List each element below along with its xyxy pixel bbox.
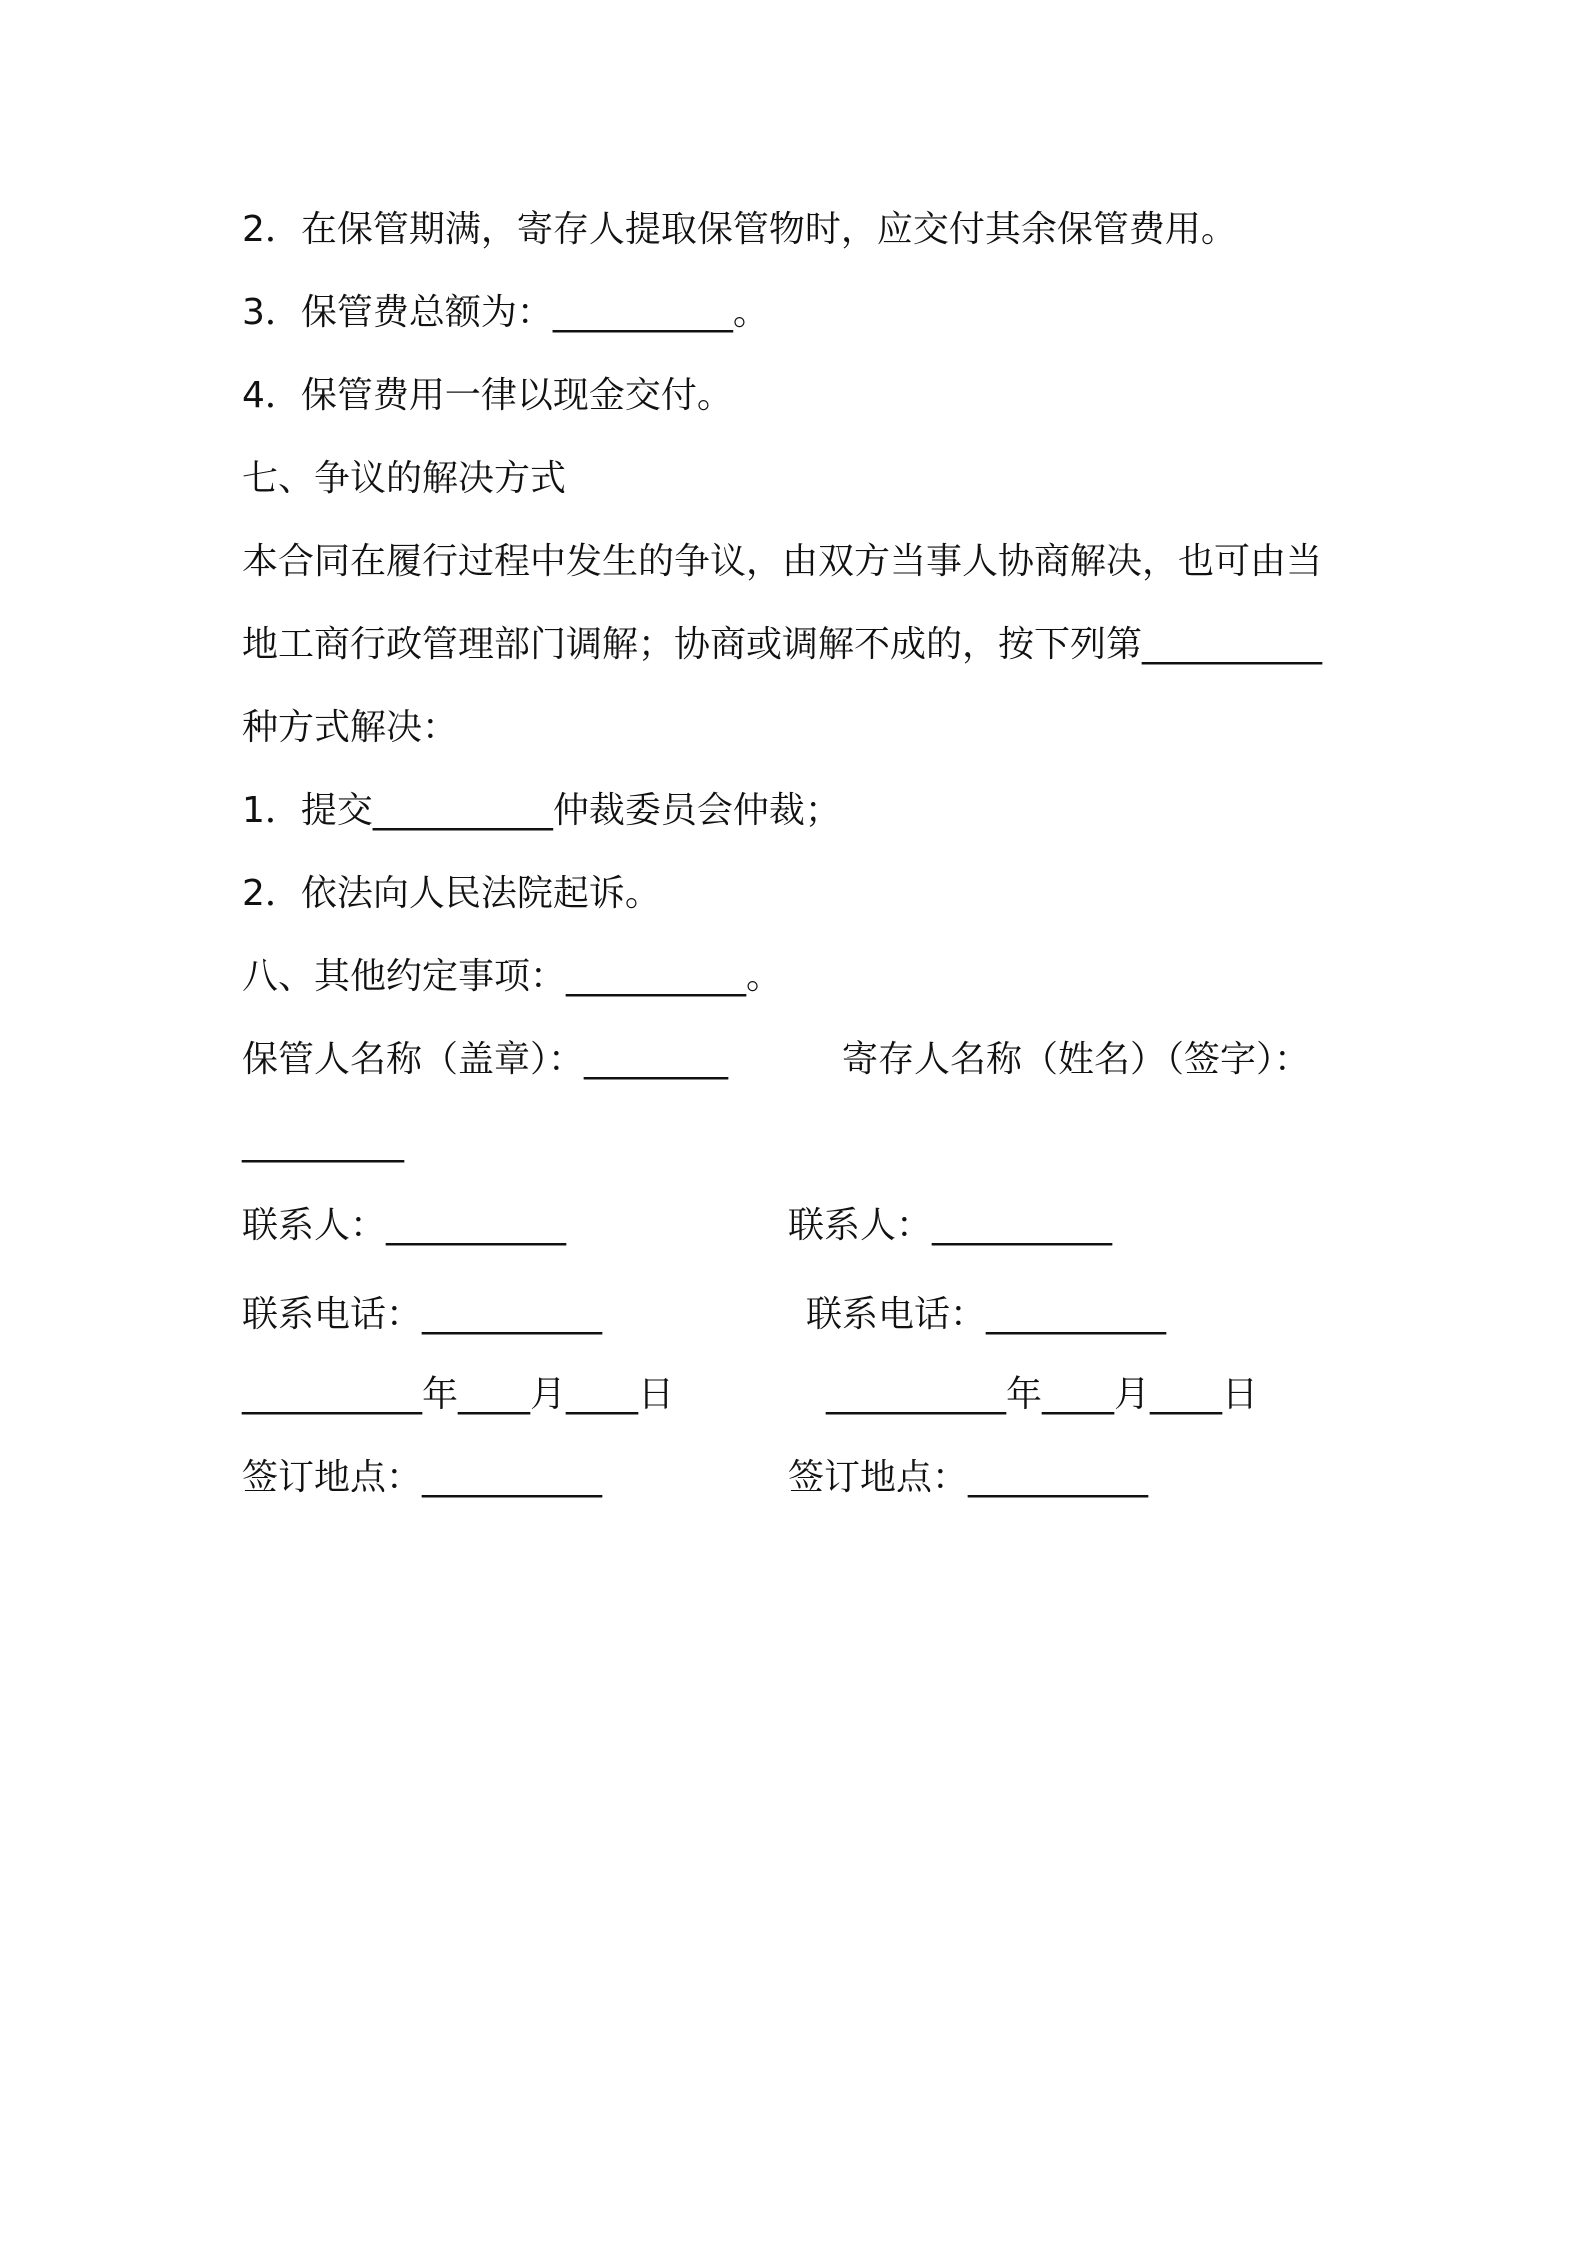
contact-person-right: 联系人：__________ bbox=[788, 1205, 1113, 1246]
clause-3-total-fee: 3．保管费总额为：__________。 bbox=[242, 292, 769, 333]
section-8-other-matters: 八、其他约定事项：__________。 bbox=[242, 956, 783, 997]
contact-person-left: 联系人：__________ bbox=[242, 1205, 567, 1246]
sign-place-left: 签订地点：__________ bbox=[242, 1457, 603, 1498]
clause-2-remaining-fee: 2．在保管期满，寄存人提取保管物时，应交付其余保管费用。 bbox=[242, 209, 1237, 250]
dispute-option-lawsuit: 2．依法向人民法院起诉。 bbox=[242, 873, 661, 914]
section-7-heading: 七、争议的解决方式 bbox=[242, 458, 567, 499]
contact-phone-left: 联系电话：__________ bbox=[242, 1294, 603, 1335]
sign-date-right: __________年____月____日 bbox=[826, 1374, 1258, 1415]
clause-4-cash-payment: 4．保管费用一律以现金交付。 bbox=[242, 375, 733, 416]
depositor-name-field: 寄存人名称（姓名）（签字）： bbox=[842, 1039, 1311, 1080]
dispute-paragraph-line-3: 种方式解决： bbox=[242, 707, 459, 748]
custodian-name-field: 保管人名称（盖章）：________ bbox=[242, 1039, 729, 1080]
dispute-paragraph-line-1: 本合同在履行过程中发生的争议，由双方当事人协商解决，也可由当 bbox=[242, 541, 1323, 582]
sign-date-left: __________年____月____日 bbox=[242, 1374, 674, 1415]
dispute-paragraph-line-2: 地工商行政管理部门调解；协商或调解不成的，按下列第__________ bbox=[242, 624, 1323, 665]
dispute-option-arbitration: 1．提交__________仲裁委员会仲裁； bbox=[242, 790, 841, 831]
depositor-name-blank: _________ bbox=[242, 1122, 404, 1163]
contact-phone-right: 联系电话：__________ bbox=[806, 1294, 1167, 1335]
sign-place-right: 签订地点：__________ bbox=[788, 1457, 1149, 1498]
